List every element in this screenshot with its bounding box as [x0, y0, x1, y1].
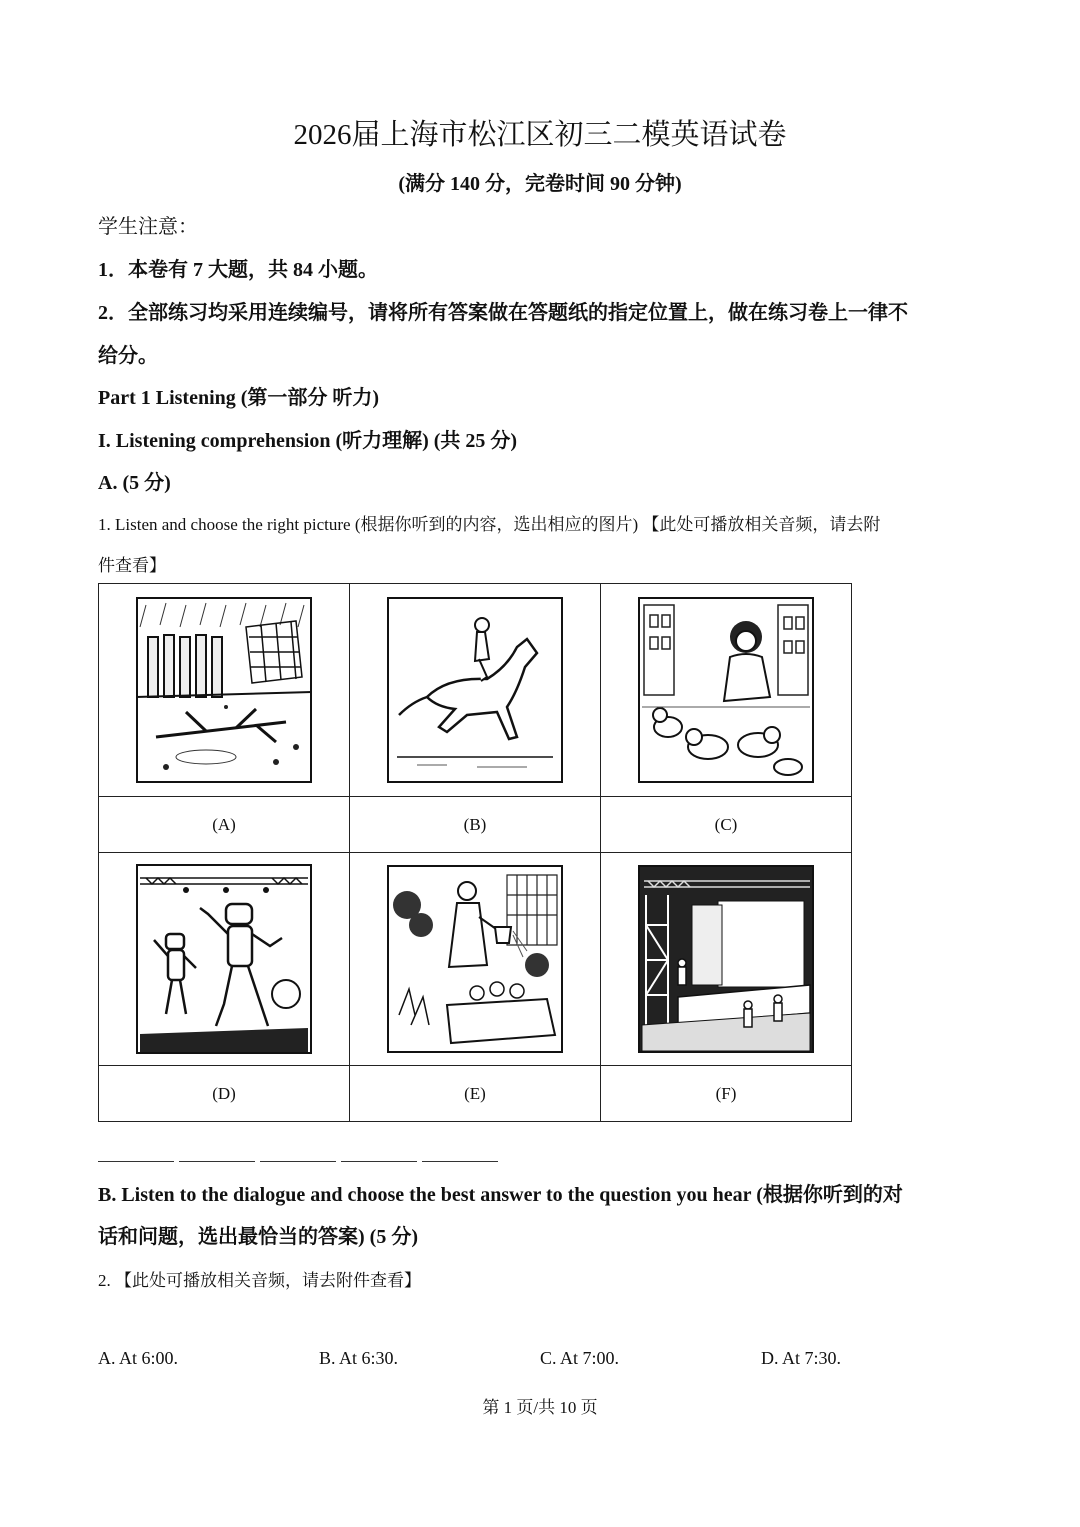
part1-heading: Part 1 Listening (第一部分 听力) [98, 387, 380, 409]
answer-blank[interactable] [260, 1153, 336, 1162]
woman-watering-garden-icon [387, 865, 563, 1053]
sectionB-heading-line-2: 话和问题，选出最恰当的答案) (5 分) [98, 1226, 418, 1248]
option-c[interactable]: C. At 7:00. [540, 1348, 620, 1368]
note-item-2-line-1: 2．全部练习均采用连续编号，请将所有答案做在答题纸的指定位置上，做在练习卷上一律不 [98, 302, 908, 324]
stage-construction-icon [638, 865, 814, 1053]
girl-riding-horse-icon [387, 597, 563, 783]
notes-heading: 学生注意： [98, 216, 198, 238]
answer-blank[interactable] [98, 1153, 174, 1162]
picture-grid [98, 583, 852, 1122]
picture-cell-f [601, 853, 852, 1066]
picture-label-c: (C) [601, 797, 852, 853]
page-title: 2026届上海市松江区初三二模英语试卷 [293, 119, 787, 151]
answer-blank[interactable] [422, 1153, 498, 1162]
picture-cell-c [601, 584, 852, 797]
option-d[interactable]: D. At 7:30. [761, 1348, 842, 1368]
picture-cell-e [350, 853, 601, 1066]
note-item-1: 1．本卷有 7 大题，共 84 小题。 [98, 259, 378, 281]
sectionB-heading-line-1: B. Listen to the dialogue and choose the best answer to the question you hear (根据你听到的对 [98, 1184, 903, 1206]
picture-cell-d [99, 853, 350, 1066]
dancing-robots-icon [136, 864, 312, 1054]
note-item-2-line-2: 给分。 [98, 345, 158, 367]
storm-garden-icon [136, 597, 312, 783]
picture-label-e: (E) [350, 1066, 601, 1122]
option-a[interactable]: A. At 6:00. [98, 1348, 179, 1368]
exam-info: (满分 140 分，完卷时间 90 分钟) [398, 173, 682, 195]
girl-feeding-cats-icon [638, 597, 814, 783]
answer-blanks [98, 1146, 503, 1167]
page-number: 第 1 页/共 10 页 [482, 1398, 598, 1417]
picture-label-f: (F) [601, 1066, 852, 1122]
question-1-line-1: 1. Listen and choose the right picture (根据你听到的内容，选出相应的图片) 【此处可播放相关音频，请去附 [98, 515, 881, 534]
section1-heading: I. Listening comprehension (听力理解) (共 25 分) [98, 430, 518, 452]
picture-cell-b [350, 584, 601, 797]
picture-label-b: (B) [350, 797, 601, 853]
picture-cell-a [99, 584, 350, 797]
sectionA-heading: A. (5 分) [98, 472, 171, 494]
answer-blank[interactable] [179, 1153, 255, 1162]
answer-blank[interactable] [341, 1153, 417, 1162]
picture-label-a: (A) [99, 797, 350, 853]
option-b[interactable]: B. At 6:30. [319, 1348, 399, 1368]
picture-label-d: (D) [99, 1066, 350, 1122]
question-2: 2. 【此处可播放相关音频，请去附件查看】 [98, 1271, 421, 1290]
question-1-line-2: 件查看】 [98, 556, 166, 575]
